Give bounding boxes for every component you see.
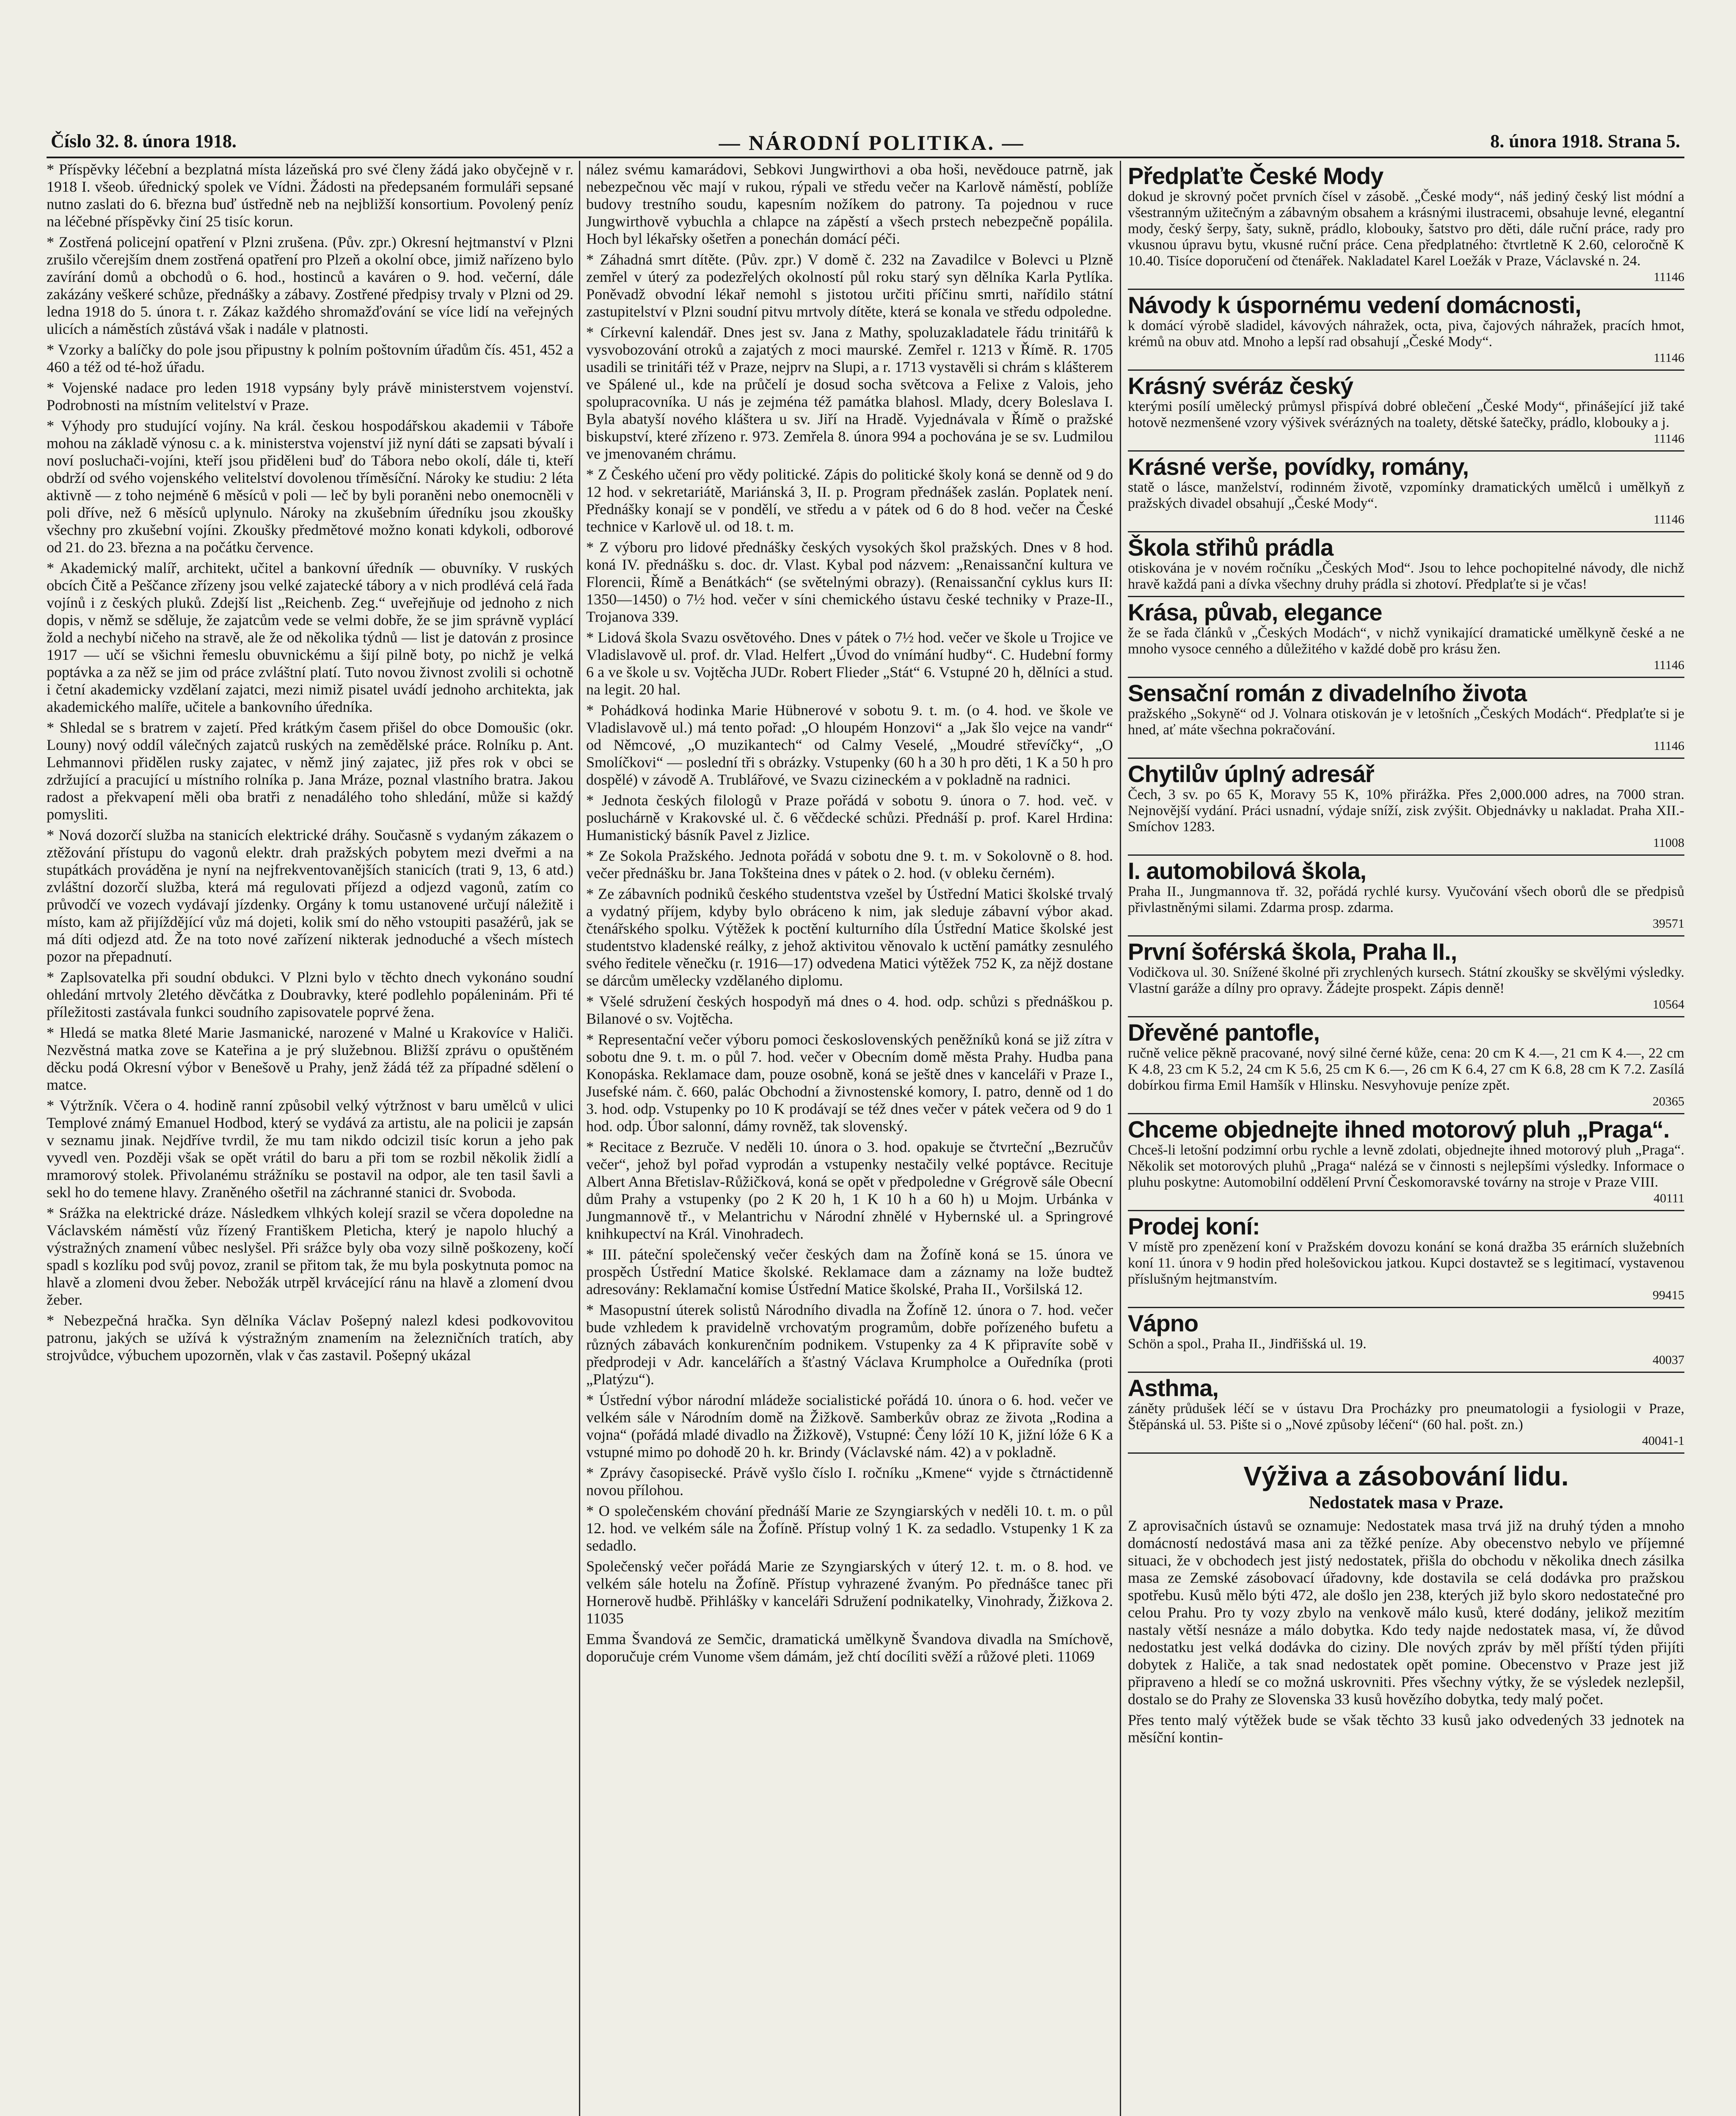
ad-text: Vodičkova ul. 30. Snížené školné při zrychlených kursech. Státní zkoušky se skvělými výsledky. Vlastní garáže a dílny pro opravy. Žádejte prospekt. Zápis denně! <box>1128 964 1684 996</box>
ad-text: k domácí výrobě sladidel, kávových náhražek, octa, piva, čajových náhražek, pracích hmot, krémů na obuv atd. Mnoho a lepší rad obsahují „České Mody“. <box>1128 318 1684 350</box>
advertisement <box>1128 937 1684 1017</box>
ad-number: 11008 <box>1653 836 1684 850</box>
advertisement <box>1128 1211 1684 1308</box>
article: * Vzorky a balíčky do pole jsou připustny k polním poštovním úřadům čís. 451, 452 a 460 a též od té-hož úřadu. <box>47 341 573 375</box>
advertisement <box>1128 532 1684 597</box>
ad-headline: Prodej koní: <box>1128 1213 1260 1240</box>
article: * Výtržník. Včera o 4. hodině ranní způsobil velký výtržnost v baru umělců v ulici Templové známý Emanuel Hodbod, který se vydává za artistu, ale na policii je zapsán v seznamu jinak. Nejdříve tvrdil, že mu tam nikdo odcizil tisíc korun a jeho pak vyvedl ven. Později však se opět vrátil do baru a při tom se rozbil několik židlí a mramorový stolek. Přivolanému strážníku se postavil na odpor, ale ten tasil šavli a sekl ho do temene hlavy. Zraněného ošetřil na záchranné stanici dr. Svoboda. <box>47 1097 573 1201</box>
article: * III. páteční společenský večer českých dam na Žofíně koná se 15. února ve prospěch Ústřední Matice školské. Reklamace dam a záznamy na lože budtež adresovány: Reklamační komise Ústřední Matice školské, Praha II., Voršilská 12. <box>586 1246 1113 1298</box>
advertisement <box>1128 678 1684 759</box>
ad-headline: Návody k úspornému vedení domácnosti, <box>1128 292 1581 318</box>
article: * Zaplsovatelka při soudní obdukci. V Plzni bylo v těchto dnech vykonáno soudní ohledání mrtvoly 2letého děvčátka z Doubravky, které podlehlo popáleninám. Při té příležitosti zastávala funkci soudního zapisovatele poprvé žena. <box>47 969 573 1020</box>
article: nález svému kamarádovi, Sebkovi Jungwirthovi a oba hoši, nevědouce patrně, jak nebezpečnou věc mají v rukou, rýpali ve středu večer na Karlově náměstí, poblíže budovy trestního soudu, kapesním nožíkem do patrony. Ta pojednou v ruce Jungwirthově vybuchla a chlapce na zápěstí a všech prstech nebezpečně popálila. Hoch byl lékařsky ošetřen a ponechán domácí péči. <box>586 161 1113 247</box>
article: * Zostřená policejní opatření v Plzni zrušena. (Pův. zpr.) Okresní hejtmanství v Plzni zrušilo včerejším dnem zostřená opatření pro Plzeň a okolní obce, jimiž nařízeno bylo zavírání domů a obchodů o 6. hod., hostinců a kaváren o 9. hod. večerní, dále zakázány veškeré schůze, přednášky a zábavy. Zostřené předpisy trvaly v Plzni od 29. ledna 1918 do 5. února t. r. Zákaz každého shromažďování se více lidí na veřejných ulicích a náměstích zůstává však i nadále v platnosti. <box>47 234 573 337</box>
ad-text: že se řada článků v „Českých Modách“, v nichž vynikající dramatické umělkyně české a ne mnoho vysoce cenného a důležitého v každé době pro krásu žen. <box>1128 625 1684 657</box>
ad-headline: Vápno <box>1128 1310 1199 1336</box>
article: * Lidová škola Svazu osvětového. Dnes v pátek o 7½ hod. večer ve škole u Trojice ve Vladislavově ul. prof. dr. Vlad. Helfert „Úvod do vnímání hudby“. C. Hudební formy 6 a ve škole u sv. Vojtěcha JUDr. Robert Flieder „Stát“ 6. Vstupné 20 h, dělníci a stud. na legit. 20 hal. <box>586 629 1113 698</box>
ad-headline: První šoférská škola, Praha II., <box>1128 938 1457 965</box>
advertisement <box>1128 452 1684 532</box>
ad-headline: Předplaťte České Mody <box>1128 163 1383 189</box>
column-divider <box>1120 161 1121 2116</box>
issue-number-date: Číslo 32. 8. února 1918. <box>51 131 237 152</box>
ad-number: 11146 <box>1653 432 1684 446</box>
article: * Jednota českých filologů v Praze pořádá v sobotu 9. února o 7. hod. več. v posluchárně v Krakovské ul. č. 6 věčdecké schůzi. Přednáší p. prof. Karel Hrdina: Humanistický básník Pavel z Jizlice. <box>586 792 1113 843</box>
advertisement <box>1128 597 1684 678</box>
ad-text: Chceš-li letošní podzimní orbu rychle a levně zdolati, objednejte ihned motorový pluh „Praga“. Několik set motorových pluhů „Praga“ nalézá se v činnosti s nejlepšími výsledky. Informace o pluhu poskytne: Automobilní oddělení První Českomoravské továrny na stroje v Praze VIII. <box>1128 1142 1684 1190</box>
newspaper-title: — NÁRODNÍ POLITIKA. — <box>719 131 1025 154</box>
advertisement <box>1128 856 1684 937</box>
article: Společenský večer pořádá Marie ze Szyngiarských v úterý 12. t. m. o 8. hod. ve velkém sále hotelu na Žofíně. Přístup vyhrazené žvaným. Po přednášce tanec při Hornerově hudbě. Přihlášky v kanceláři Sdružení podnikatelky, Vinohrady, Žižkova 2. 11035 <box>586 1558 1113 1627</box>
advertisement <box>1128 1017 1684 1114</box>
advertisement <box>1128 1373 1684 1454</box>
article: Přes tento malý výtěžek bude se však těchto 33 kusů jako odvedených 33 jednotek na měsíční kontin- <box>1128 1711 1684 1746</box>
article: * Zprávy časopisecké. Právě vyšlo číslo I. ročníku „Kmene“ vyjde s čtrnáctidenně novou přílohou. <box>586 1464 1113 1499</box>
article: * Nebezpečná hračka. Syn dělníka Václav Pošepný nalezl kdesi podkovovitou patronu, jakých se užívá k výstražným znamením na železničních tratích, aby strojvůdce, výbuchem upozorněn, vlak v čas zastavil. Pošepný ukázal <box>47 1312 573 1364</box>
article: * O společenském chování přednáší Marie ze Szyngiarských v neděli 10. t. m. o půl 12. hod. ve velkém sále na Žofíně. Přístup volný 1 K. za sedadlo. Vstupenky 1 K za sedadlo. <box>586 1502 1113 1554</box>
ad-headline: Sensační román z divadelního života <box>1128 680 1527 706</box>
article: * Záhadná smrt dítěte. (Pův. zpr.) V domě č. 232 na Zavadilce v Bolevci u Plzně zemřel v úterý za podezřelých okolností půl roku starý syn dělníka Karla Pytlíka. Poněvadž obvodní lékař nemohl s jistotou určiti příčinu smrti, nařídilo státní zastupitelství v Plzni soudní pitvu mrtvoly dítěte, která se konala ve středu odpoledne. <box>586 251 1113 320</box>
article: * Církevní kalendář. Dnes jest sv. Jana z Mathy, spoluzakladatele řádu trinitářů k vysvobozování otroků a zajatých z moci maurské. Zemřel r. 1213 v Římě. R. 1705 usadili se trinitáři též v Praze, nejprv na Slupi, a r. 1713 vystavěli si chrám s klášterem ve Spálené ul., kde na průčelí je dosud socha světcova a Felixe z Valois, jeho spolupracovníka. U nás je zejména též památka blahosl. Mlady, dcery Boleslava I. Byla abatyší nového kláštera u sv. Jiří na Hradě. Vyjednávala v Římě o pražské biskupství, které zřízeno r. 973. Zemřela 8. února 994 a pochována je se sv. Ludmilou ve jmenovaném chrámu. <box>586 324 1113 462</box>
article: * Z výboru pro lidové přednášky českých vysokých škol pražských. Dnes v 8 hod. koná IV. přednášku s. doc. dr. Vlast. Kybal pod názvem: „Renaissanční kultura ve Florencii, Římě a Benátkách“ (se světelnými obrazy). (Renaissanční cyklus kurs II: 1350—1450) o 7½ hod. večer v síni chemického ústavu české techniky v Praze-II., Trojanova 339. <box>586 539 1113 625</box>
ad-headline: Krásné verše, povídky, romány, <box>1128 453 1469 480</box>
article: * Nová dozorčí služba na stanicích elektrické dráhy. Současně s vydaným zákazem o ztěžování přístupu do vagonů elektr. drah pražských pobytem mezi dveřmi a na stupátkách prováděna je nyní na nejfrekventovanějších stanicích (trati 9, 13, 6 atd.) zvláštní dozorčí služba, která má regulovati příjezd a odjezd vagonů, zatím co průvodčí ve vozech vydávají jízdenky. Orgány k tomu ustanovené určují náležitě i místo, kam až přijíždějící vůz má dojeti, kolik smí do něho vstoupiti pasažérů, jak se má díti odjezd atd. Že na toto nové zařízení nikterak jednoduché a všech místech pozor na přepadnutí. <box>47 827 573 965</box>
article: * Representační večer výboru pomoci československých peněžníků koná se již zítra v sobotu dne 9. t. m. o půl 7. hod. večer v Obecním domě města Prahy. Hudba pana Konopáska. Reklamace dam, pouze osobně, koná se ještě dnes v kanceláři v Praze I., Jusefské nám. č. 660, palác Obchodní a živnostenské komory, I. patro, denně od 1 do 3. hod. odp. Vstupenky po 10 K prodávají se též dnes večer v pátek večera od 9 do 1 hod. odp. Úbor salonní, dámy rovněž, tak slovenský. <box>586 1031 1113 1135</box>
ad-text: záněty průdušek léčí se v ústavu Dra Procházky pro pneumatologii a fysiologii v Praze, Štěpánská ul. 53. Pište si o „Nové způsoby léčení“ (60 hal. pošt. zn.) <box>1128 1401 1684 1433</box>
ad-headline: Chceme objednejte ihned motorový pluh „Praga“. <box>1128 1116 1670 1143</box>
article: * Recitace z Bezruče. V neděli 10. února o 3. hod. opakuje se čtvrteční „Bezručův večer“, jehož byl pořad vyprodán a vstupenky nestačily velké poptávce. Recituje Albert Anna Břetislav-Růžičková, koná se opět v předpoledne v Grégrově sále Obecní dům Prahy a vstupenky (po 2 K 20 h, 1 K 10 h a 60 h) u Mojm. Urbánka v Jungmannově tř., v Melantrichu v Národní zhnělé v Hybernské ul. a Springrové knihkupectví na Král. Vinohradech. <box>586 1138 1113 1242</box>
article: * Pohádková hodinka Marie Hübnerové v sobotu 9. t. m. (o 4. hod. ve škole ve Vladislavově ul.) má tento pořad: „O hloupém Honzovi“ a „Jak šlo vejce na vandr“ od Němcové, „O muzikantech“ od Calmy Veselé, „Moudré střevíčky“, „O Smolíčkovi“ — poslední tři s obrázky. Vstupenky (60 h a 30 h pro děti, 1 K a 50 h pro dospělé) v závodě A. Trublářové, ve Svazu cizineckém a v pokladně na radnici. <box>586 702 1113 788</box>
column-middle <box>586 161 1113 2116</box>
ad-text: Praha II., Jungmannova tř. 32, pořádá rychlé kursy. Vyučování všech oborů dle se předpisů přivlastněnými silami. Zdarma prosp. zdarma. <box>1128 884 1684 915</box>
article: Z aprovisačních ústavů se oznamuje: Nedostatek masa trvá již na druhý týden a mnoho domácností nedostává masa ani za těžké peníze. Aby obecenstvo nebylo ve příjemné situaci, že v obchodech jest jistý nedostatek, přišla do obchodu v několika dnech zásilka masa ze Zemské zásobovací úřadovny, kde dostavila se celá dodávka pro pražskou spotřebu. Kusů mělo býti 472, ale došlo jen 238, kterých již bylo skoro nedostatečné pro celou Prahu. Pro ty vozy zbylo na venkově málo kusů, které dodány, jelikož mezitím nastaly větší nesnáze a málo dobytka. Kdo tedy najde nedostatek masa, ví, že důvod nedostatku jest velká dodávka do ciziny. Dle nových zpráv by měl příští týden přijíti dobytek z Haliče, a tak snad nedostatek opět pomine. Obecenstvo v Praze jest již připraveno a hledí se co možná uskrovniti. Přes všechny výtky, že se výsledek nezlepšil, dostalo se do Prahy ze Slovenska 33 kusů hovězího dobytka, tedy malý počet. <box>1128 1517 1684 1708</box>
ad-text: V místě pro zpenězení koní v Pražském dovozu konání se koná dražba 35 erárních služebních koní 11. února v 9 hodin před holešovickou jatkou. Kupci dostavtež se s legitimací, vystavenou příslušným hejtmanstvím. <box>1128 1239 1684 1287</box>
section-title: Výživa a zásobování lidu. <box>1243 1461 1569 1491</box>
ad-text: otiskována je v novém ročníku „Českých Mod“. Jsou to lehce pochopitelné návody, dle nichž hravě každá pani a dívka všechny druhy prádla si zhotoví. Předplaťte si je včas! <box>1128 560 1684 592</box>
ad-text: statě o lásce, manželství, rodinném životě, vzpomínky dramatických umělců i umělkyň z pražských divadel obsahují „České Mody“. <box>1128 479 1684 511</box>
article: * Shledal se s bratrem v zajetí. Před krátkým časem přišel do obce Domoušic (okr. Louny) nový oddíl válečných zajatců ruských na zemědělské práce. Rolníku p. Ant. Lehmannovi přidělen rusky zajatec, v němž jiný zajatec, již přes rok v obci se zdržující a pracující u místního rolníka p. Jana Mráze, poznal vlastního bratra. Jakou radost a překvapení měli oba bratři z nenadálého toho shledání, může si každý pomysliti. <box>47 719 573 823</box>
article: * Z Českého učení pro vědy politické. Zápis do politické školy koná se denně od 9 do 12 hod. v sekretariátě, Mariánská 3, II. p. Program přednášek zaslán. Poplatek není. Přednášky konají se v pondělí, ve středu a v pátek od 6 do 8 hod. večer na České technice v Karlově ul. od 18. t. m. <box>586 466 1113 535</box>
advertisement <box>1128 290 1684 371</box>
article: * Ze Sokola Pražského. Jednota pořádá v sobotu dne 9. t. m. v Sokolovně o 8. hod. večer přednášku br. Jana Tokšteina dnes v pátek o 2. hod. (v obleku černém). <box>586 847 1113 882</box>
article: * Všelé sdružení českých hospodyň má dnes o 4. hod. odp. schůzi s přednáškou p. Bilanové o sv. Vojtěcha. <box>586 993 1113 1027</box>
article: * Srážka na elektrické dráze. Následkem vlhkých kolejí srazil se včera dopoledne na Václavském náměstí vůz řízený Františkem Pleticha, který je napolo hluchý a výstražných znamení vůbec neslyšel. Při srážce byly oba vozy silně poškozeny, kočí spadl s kozlíku pod svůj povoz, zranil se přitom tak, že mu byla poskytnuta pomoc na hlavě a zlomeni dvou žeber. Nebožák utrpěl krvácející ránu na hlavě a zlomení dvou žeber. <box>47 1204 573 1308</box>
ad-headline: Škola střihů prádla <box>1128 534 1334 561</box>
ad-number: 40037 <box>1653 1353 1684 1367</box>
ad-headline: Krásný svéráz český <box>1128 372 1353 399</box>
newspaper-page <box>47 127 1684 2116</box>
ad-headline: Dřevěné pantofle, <box>1128 1019 1320 1046</box>
article: * Výhody pro studující vojíny. Na král. českou hospodářskou akademii v Táboře mohou na základě výnosu c. a k. ministerstva vojenství již nyní dáti se zapsati bývalí i noví posluchači-vojíni, kteří jsou přiděleni buď do Tábora nebo okolí, dále ti, kteří obdrží od svého vojenského velitelství dovolenou tříměsíční. Nároky ke studiu: 2 léta aktivně — z toho nejméně 6 měsíců v poli — leč by byli poraněni nebo onemocněli v poli dříve, než 6 měsíců uplynulo. Nároky na zkušebním úředníku jsou zkoušky všechny pro zkušební vojíni. Zkoušky předmětové možno konati kdykoli, odborové od 21. do 23. března a na počátku července. <box>47 417 573 556</box>
ad-number: 11146 <box>1653 739 1684 753</box>
advertisement <box>1128 371 1684 452</box>
advertisement <box>1128 1114 1684 1211</box>
ad-text: kterými posílí umělecký průmysl přispívá dobré oblečení „České Mody“, přinášející již také hotově nezmenšené vzory výšivek svérázných na toalety, dětské šatečky, prádlo, klobouky a j. <box>1128 399 1684 430</box>
article: * Ze zábavních podniků českého studentstva vzešel by Ústřední Matici školské trvalý a vydatný příjem, kdyby bylo obráceno k nim, jak sleduje zábavní výbor akad. čtenářského spolku. Výtěžek k poctění kulturního díla Ústřední Matice školské jest studentstvo kladenské reálky, z jehož aktivitou věnovalo k uctění památky zesnulého svého ředitele věnečku (r. 1916—17) odvedena Matici výtěžek 752 K, za nějž dostane se dárcům umělecky vzdělaného diplomu. <box>586 885 1113 989</box>
date-page-number: 8. února 1918. Strana 5. <box>1490 131 1680 152</box>
ad-text: ručně velice pěkně pracované, nový silné černé kůže, cena: 20 cm K 4.—, 21 cm K 4.—, 22 cm K 4.8, 23 cm K 5.2, 24 cm K 5.6, 25 cm K 6.—, 26 cm K 6.4, 27 cm K 6.8, 28 cm K 7.2. Zasílá dobírkou firma Emil Hamšík v Hlinsku. Nesvyhovuje peníze zpět. <box>1128 1045 1684 1093</box>
column-divider <box>579 161 580 2116</box>
advertisement <box>1128 161 1684 290</box>
ad-number: 20365 <box>1653 1094 1684 1108</box>
ad-headline: Chytilův úplný adresář <box>1128 760 1374 787</box>
ad-number: 40041-1 <box>1642 1434 1684 1448</box>
section-subtitle: Nedostatek masa v Praze. <box>1309 1493 1504 1513</box>
article: * Ústřední výbor národní mládeže socialistické pořádá 10. února o 6. hod. večer ve velkém sále v Národním domě na Žižkově. Samberkův obraz ze života „Rodina a vojna“ (pořádá mladé divadlo na Žižkově), Vstupné: Čeny lóží 10 K, jižní lóže 6 K a vstupné mimo po dohodě 20 h. kr. Brindy (Václavské nám. 42) a v pokladně. <box>586 1391 1113 1460</box>
article: * Příspěvky léčební a bezplatná místa lázeňská pro své členy žádá jako obyčejně v r. 1918 I. všeob. úřednický spolek ve Vídni. Žádosti na předepsaném formuláři sepsané nutno zaslati do 6. března buď ústředně neb na nejbližší konsortium. Povolený peníz na léčebné příspěvky činí 25 tisíc korun. <box>47 161 573 230</box>
article: * Vojenské nadace pro leden 1918 vypsány byly právě ministerstvem vojenství. Podrobnosti na místním velitelství v Praze. <box>47 379 573 413</box>
ad-headline: Krása, půvab, elegance <box>1128 599 1382 625</box>
ad-number: 39571 <box>1653 917 1684 931</box>
ad-number: 11146 <box>1653 270 1684 284</box>
article: * Masopustní úterek solistů Národního divadla na Žofíně 12. února o 7. hod. večer bude vzhledem k pravidelně vrchovatým programům, dobře pořízeného bufetu a různých zábavách konkurenčním podnikem. Vstupenky za 4 K připravíte sobě v předprodeji v Adr. kancelářích a šťastný Václava Krumpholce a Ouředníka (proti „Platýzu“). <box>586 1301 1113 1388</box>
ad-number: 11146 <box>1653 512 1684 526</box>
advertisement <box>1128 1308 1684 1373</box>
article: Emma Švandová ze Semčic, dramatická umělkyně Švandova divadla na Smíchově, doporučuje crém Vunome všem dámám, jež chtí docíliti svěží a růžové pleti. 11069 <box>586 1631 1113 1665</box>
ad-headline: I. automobilová škola, <box>1128 857 1367 884</box>
article: * Akademický malíř, architekt, učitel a bankovní úředník — obuvníky. V ruských obcích Čitě a Peščance zřízeny jsou velké zajatecké tábory a v nich prodlévá celá řada vojínů i z českých pluků. Zdejší list „Reichenb. Zeg.“ uveřejňuje od jednoho z nich dopis, v němž se sděluje, že zajatcům vede se velmi dobře, že se jim správně vyplácí žold a nechybí ničeho na stravě, ale že od několika týdnů — list je datován z prosince 1917 — učí se všichni řemeslu obuvnickému a šijí pilně boty, po nichž je velká poptávka a za něž se jim od práce zvláštní platí. Tuto novou živnost zvolili si ochotně i četní akademicky vzdělaní zajatci, mezi nimiž pisatel uvádí jednoho architekta, jak akademického malíře, učitele a bankovního úředníka. <box>47 559 573 715</box>
ad-text: Schön a spol., Praha II., Jindřišská ul. 19. <box>1128 1336 1367 1352</box>
ad-number: 99415 <box>1653 1288 1684 1302</box>
ad-text: pražského „Sokyně“ od J. Volnara otiskován je v letošních „Českých Modách“. Předplaťte si je hned, ať máte všechna pokračování. <box>1128 706 1684 738</box>
advertisement <box>1128 759 1684 856</box>
column-right-ads <box>1128 161 1684 2116</box>
ad-number: 40111 <box>1653 1191 1684 1205</box>
ad-text: Čech, 3 sv. po 65 K, Moravy 55 K, 10% přirážka. Přes 2,000.000 adres, na 7000 stran. Nejnovější vydání. Práci usnadní, výdaje sníží, zisk zvýšit. Objednávky u nakladat. Praha XII.-Smíchov 1283. <box>1128 787 1684 835</box>
column-left <box>47 161 573 2116</box>
masthead <box>47 127 1684 158</box>
ad-number: 11146 <box>1653 351 1684 365</box>
article: * Hledá se matka 8leté Marie Jasmanické, narozené v Malné u Krakovíce v Haliči. Nezvěstná matka zove se Kateřina a je prý služebnou. Bližší zprávu o opuštěném děcku podá Okresní výbor v Benešově u Prahy, jenž žádá též za případné sdělení o matce. <box>47 1024 573 1093</box>
ad-text: dokud je skrovný počet prvních čísel v zásobě. „České mody“, náš jediný český list módní a všestranným užitečným a zábavným obsahem a krásnými ilustracemi, obsahuje levné, elegantní mody, český šerpy, šaty, sukně, prádlo, klobouky, šatstvo pro děti, dále ruční práce, rady pro vkusnou úpravu bytu, vkusné ruční práce. Cena předplatného: čtvrtletně K 2.60, celoročně K 10.40. Tisíce doporučení od čtenářek. Nakladatel Karel Loežák v Praze, Václavské n. 24. <box>1128 189 1684 269</box>
ad-number: 11146 <box>1653 658 1684 672</box>
ad-number: 10564 <box>1653 997 1684 1011</box>
ad-headline: Asthma, <box>1128 1375 1218 1401</box>
